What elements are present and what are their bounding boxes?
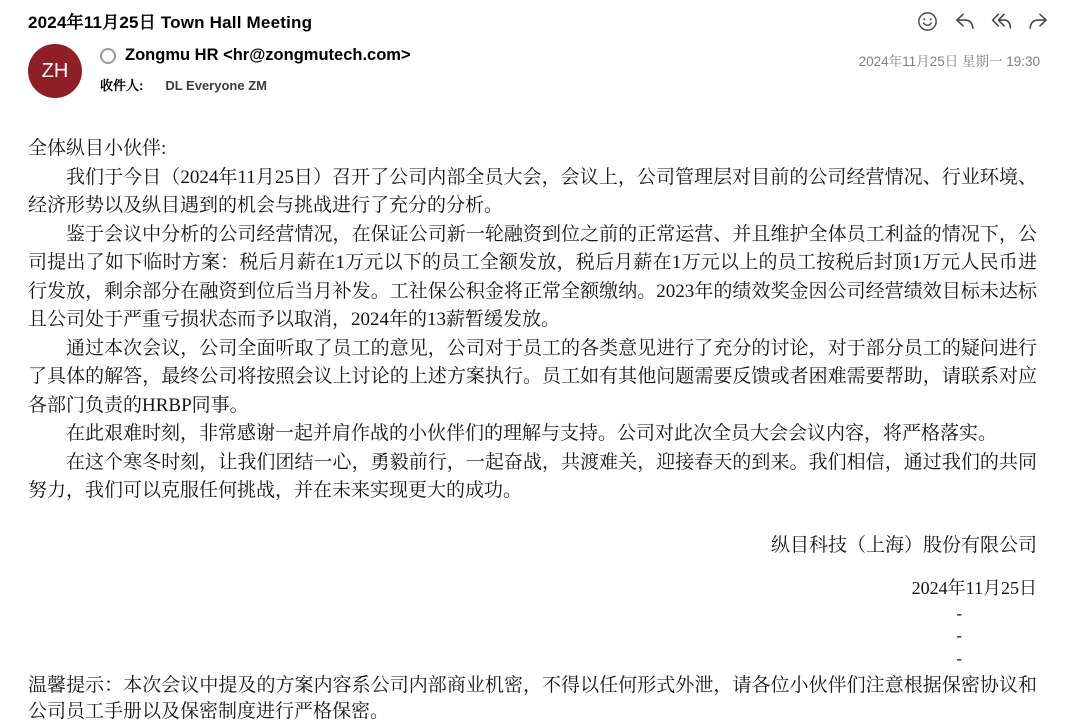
body-paragraph: 鉴于会议中分析的公司经营情况，在保证公司新一轮融资到位之前的正常运营、并且维护全体员工利益的情况下，公司提出了如下临时方案：税后月薪在1万元以下的员工全额发放，税后月薪在1万元以上的员工按税后封顶1万元人民币进行发放，剩余部分在融资到位后当月补发。工社保公积金将正常全额缴纳。2023年的绩效奖金因公司经营绩效目标未达标且公司处于严重亏损状态而予以取消，2024年的13薪暂缓发放。	[28, 223, 1037, 330]
salutation: 全体纵目小伙伴:	[28, 138, 167, 159]
email-body	[28, 135, 1037, 720]
signature-date: 2024年11月25日	[911, 578, 1037, 598]
subject-bar	[0, 0, 1080, 33]
sender-avatar: ZH	[28, 44, 82, 98]
reply-all-button[interactable]	[990, 10, 1013, 33]
emoji-reaction-button[interactable]	[916, 10, 939, 33]
signature-dash: -	[956, 603, 962, 623]
sender-row	[0, 44, 1080, 98]
unread-indicator-icon[interactable]	[100, 48, 116, 64]
sender-info	[100, 44, 411, 98]
toolbar-actions	[916, 8, 1050, 33]
reply-button[interactable]	[953, 10, 976, 33]
body-paragraph: 我们于今日（2024年11月25日）召开了公司内部全员大会，会议上，公司管理层对目前的公司经营情况、行业环境、经济形势以及纵目遇到的机会与挑战进行了充分的分析。	[28, 166, 1037, 216]
forward-button[interactable]	[1027, 10, 1050, 33]
body-paragraph: 在此艰难时刻，非常感谢一起并肩作战的小伙伴们的理解与支持。公司对此次全员大会会议内容，将严格落实。	[66, 423, 998, 444]
confidentiality-note: 温馨提示：本次会议中提及的方案内容系公司内部商业机密，不得以任何形式外泄，请各位小伙伴们注意根据保密协议和公司员工手册以及保密制度进行严格保密。	[28, 675, 1037, 720]
body-paragraph: 通过本次会议，公司全面听取了员工的意见，公司对于员工的各类意见进行了充分的讨论，对于部分员工的疑问进行了具体的解答，最终公司将按照会议上讨论的上述方案执行。员工如有其他问题需要反馈或者困难需要帮助，请联系对应各部门负责的HRBP同事。	[28, 337, 1037, 416]
email-subject: 2024年11月25日 Town Hall Meeting	[28, 13, 313, 32]
signature-dash: -	[956, 626, 962, 645]
email-date: 2024年11月25日 星期一 19:30	[858, 54, 1040, 69]
signature-dash: -	[956, 648, 962, 668]
signature-block	[28, 532, 1037, 671]
sender-name[interactable]: Zongmu HR <hr@zongmutech.com>	[125, 46, 411, 64]
to-recipient[interactable]: DL Everyone ZM	[165, 78, 267, 93]
signature-company: 纵目科技（上海）股份有限公司	[770, 534, 1037, 556]
to-label: 收件人:	[100, 78, 144, 93]
body-paragraph: 在这个寒冬时刻，让我们团结一心，勇毅前行，一起奋战，共渡难关，迎接春天的到来。我们相信，通过我们的共同努力，我们可以克服任何挑战，并在未来实现更大的成功。	[28, 451, 1037, 501]
